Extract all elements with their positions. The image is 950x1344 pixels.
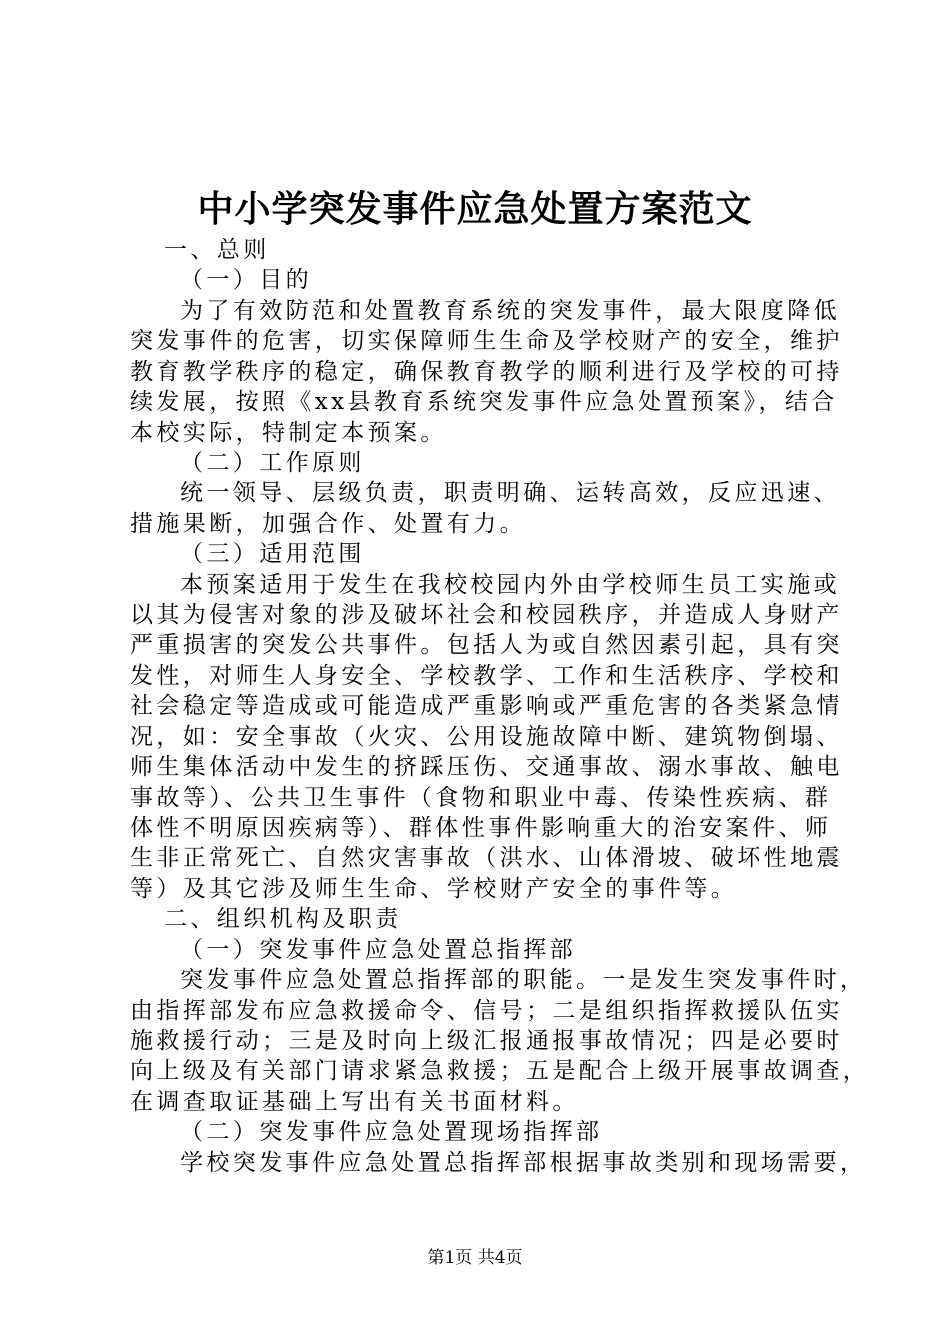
text-line: 由指挥部发布应急救援命令、信号；二是组织指挥救援队伍实 [130, 997, 843, 1024]
text-line: 突发事件的危害，切实保障师生生命及学校财产的安全，维护 [130, 328, 843, 355]
indented-line: 突发事件应急处置总指挥部的职能。一是发生突发事件时， [180, 967, 867, 994]
indented-line: 为了有效防范和处置教育系统的突发事件，最大限度降低 [180, 297, 840, 324]
text-line: 本校实际，特制定本预案。 [130, 419, 447, 446]
section-heading: 二、组织机构及职责 [164, 906, 402, 933]
indented-line: （二）工作原则 [180, 449, 365, 476]
indented-line: 学校突发事件应急处置总指挥部根据事故类别和现场需要， [180, 1149, 867, 1176]
text-line: 严重损害的突发公共事件。包括人为或自然因素引起，具有突 [130, 632, 843, 659]
indented-line: （三）适用范围 [180, 541, 365, 568]
document-body [130, 235, 870, 1178]
text-line: 况，如：安全事故（火灾、公用设施故障中断、建筑物倒塌、 [130, 723, 843, 750]
text-line: 续发展，按照《xx县教育系统突发事件应急处置预案》，结合 [130, 389, 838, 416]
text-line: 教育教学秩序的稳定，确保教育教学的顺利进行及学校的可持 [130, 358, 843, 385]
text-line: 生非正常死亡、自然灾害事故（洪水、山体滑坡、破坏性地震 [130, 845, 843, 872]
indented-line: （二）突发事件应急处置现场指挥部 [180, 1119, 603, 1146]
text-line: 在调查取证基础上写出有关书面材料。 [130, 1088, 579, 1115]
indented-line: （一）目的 [180, 267, 312, 294]
page-number: 第1页 共4页 [427, 1248, 523, 1268]
text-line: 发性，对师生人身安全、学校教学、工作和生活秩序、学校和 [130, 662, 843, 689]
text-line: 施救援行动；三是及时向上级汇报通报事故情况；四是必要时 [130, 1027, 843, 1054]
indented-line: 统一领导、层级负责，职责明确、运转高效，反应迅速、 [180, 480, 840, 507]
text-line: 等）及其它涉及师生生命、学校财产安全的事件等。 [130, 875, 738, 902]
text-line: 措施果断，加强合作、处置有力。 [130, 510, 526, 537]
document-title: 中小学突发事件应急处置方案范文 [197, 189, 753, 230]
text-line: 社会稳定等造成或可能造成严重影响或严重危害的各类紧急情 [130, 693, 843, 720]
indented-line: 本预案适用于发生在我校校园内外由学校师生员工实施或 [180, 571, 840, 598]
indented-line: （一）突发事件应急处置总指挥部 [180, 936, 576, 963]
text-line: 向上级及有关部门请求紧急救援；五是配合上级开展事故调查， [130, 1058, 870, 1085]
text-line: 体性不明原因疾病等）、群体性事件影响重大的治安案件、师 [130, 815, 832, 842]
section-heading: 一、总则 [164, 237, 270, 263]
text-line: 以其为侵害对象的涉及破坏社会和校园秩序，并造成人身财产 [130, 602, 843, 629]
text-line: 师生集体活动中发生的挤踩压伤、交通事故、溺水事故、触电 [130, 754, 843, 781]
text-line: 事故等）、公共卫生事件（食物和职业中毒、传染性疾病、群 [130, 784, 832, 811]
